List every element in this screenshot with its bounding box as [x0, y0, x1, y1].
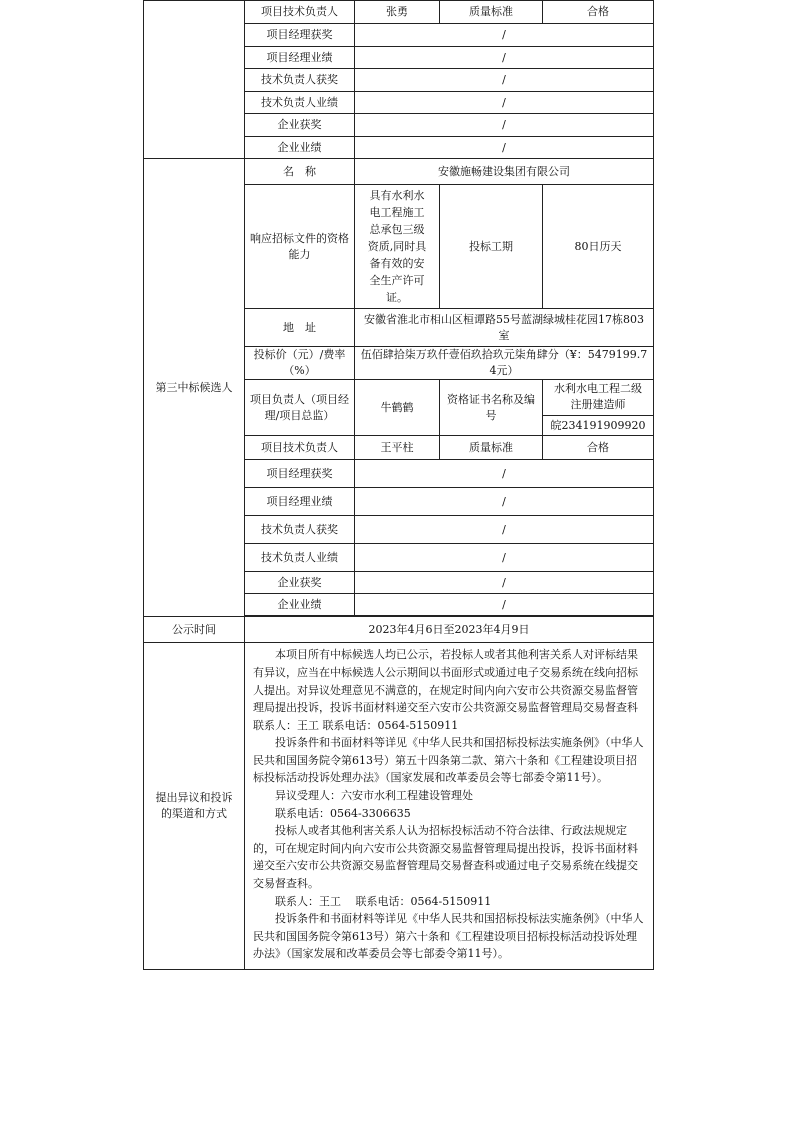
price-label: 投标价（元）/费率（%） [245, 347, 355, 380]
complaint-row [144, 643, 654, 970]
tech-lead-label: 项目技术负责人 [245, 1, 355, 24]
quality-value: 合格 [543, 1, 654, 24]
publicity-value: 2023年4月6日至2023年4月9日 [245, 617, 654, 643]
quality-value: 合格 [543, 436, 654, 460]
certificate-label: 资格证书名称及编号 [440, 380, 543, 436]
award-value: / [355, 572, 654, 594]
qualification-value: 具有水利水电工程施工总承包三级资质,同时具备有效的安全生产许可证。 [355, 185, 440, 309]
award-label: 技术负责人获奖 [245, 69, 355, 92]
award-label: 项目经理获奖 [245, 460, 355, 488]
price-value: 伍佰肆拾柒万玖仟壹佰玖拾玖元柒角肆分（¥：5479199.74元） [355, 347, 654, 380]
publicity-label: 公示时间 [144, 617, 245, 643]
award-value: / [355, 488, 654, 516]
complaint-paragraph: 联系人：王工 联系电话：0564-5150911 [275, 894, 492, 908]
award-label: 技术负责人业绩 [245, 92, 355, 114]
award-value: / [355, 516, 654, 544]
complaint-paragraph: 投诉条件和书面材料等详见《中华人民共和国招标投标法实施条例》（中华人民共和国国务院令第613号）第六十条和《工程建设项目招标投标活动投诉处理办法》（国家发展和改革委员会等七部委令第11号）。 [253, 912, 644, 961]
award-label: 企业获奖 [245, 572, 355, 594]
award-label: 项目经理获奖 [245, 24, 355, 47]
award-label: 企业获奖 [245, 114, 355, 137]
complaint-paragraph: 投诉条件和书面材料等详见《中华人民共和国招标投标法实施条例》（中华人民共和国国务院令第613号）第五十四条第二款、第六十条和《工程建设项目招标投标活动投诉处理办法》（国家发展和改革委员会等七部委令第11号）。 [253, 736, 644, 785]
award-value: / [355, 460, 654, 488]
award-label: 项目经理业绩 [245, 47, 355, 69]
certificate-name: 水利水电工程二级注册建造师 [554, 382, 642, 412]
quality-label: 质量标准 [440, 436, 543, 460]
complaint-content [245, 643, 654, 970]
company-name: 安徽施畅建设集团有限公司 [355, 159, 654, 185]
complaint-paragraph: 本项目所有中标候选人均已公示，若投标人或者其他利害关系人对评标结果有异议，应当在中标候选人公示期间以书面形式或通过电子交易系统在线向招标人提出。对异议处理意见不满意的，在规定时间内向六安市公共资源交易监督管理局提出投诉，投诉书面材料递交至六安市公共资源交易监督管理局交易督查科联系人：王工 联系电话：0564-5150911 [253, 648, 638, 732]
complaint-paragraph: 投标人或者其他利害关系人认为招标投标活动不符合法律、行政法规规定的，可在规定时间内向六安市公共资源交易监督管理局提出投诉，投诉书面材料递交至六安市公共资源交易监督管理局交易督查科或通过电子交易系统在线提交交易督查科。 [253, 824, 638, 891]
award-value: / [355, 544, 654, 572]
second-candidate-cell [144, 1, 245, 159]
award-value: / [355, 114, 654, 137]
award-value: / [355, 594, 654, 616]
address-label: 地 址 [245, 309, 355, 347]
certificate-value [543, 380, 654, 436]
tech-lead-label: 项目技术负责人 [245, 436, 355, 460]
bid-result-table [143, 0, 654, 970]
second-tech-lead-row [144, 1, 654, 24]
complaint-paragraph: 联系电话：0564-3306635 [275, 806, 411, 820]
project-manager-value: 牛鹤鹤 [355, 380, 440, 436]
name-label: 名 称 [245, 159, 355, 185]
award-label: 项目经理业绩 [245, 488, 355, 516]
award-label: 技术负责人获奖 [245, 516, 355, 544]
award-value: / [355, 137, 654, 159]
publicity-row [144, 617, 654, 643]
third-name-row [144, 159, 654, 185]
complaint-paragraph: 异议受理人：六安市水利工程建设管理处 [275, 789, 473, 803]
award-value: / [355, 69, 654, 92]
award-value: / [355, 24, 654, 47]
address-value: 安徽省淮北市相山区桓谭路55号蓝湖绿城桂花园17栋803室 [355, 309, 654, 347]
complaint-label: 提出异议和投诉的渠道和方式 [144, 643, 245, 970]
period-label: 投标工期 [440, 185, 543, 309]
project-manager-label: 项目负责人（项目经理/项目总监） [245, 380, 355, 436]
qualification-label: 响应招标文件的资格能力 [245, 185, 355, 309]
third-candidate-label: 第三中标候选人 [144, 159, 245, 617]
tech-lead-value: 张勇 [355, 1, 440, 24]
award-value: / [355, 92, 654, 114]
award-value: / [355, 47, 654, 69]
certificate-number: 皖234191909920 [543, 415, 653, 434]
period-value: 80日历天 [543, 185, 654, 309]
award-label: 技术负责人业绩 [245, 544, 355, 572]
award-label: 企业业绩 [245, 594, 355, 616]
award-label: 企业业绩 [245, 137, 355, 159]
quality-label: 质量标准 [440, 1, 543, 24]
tech-lead-value: 王平柱 [355, 436, 440, 460]
